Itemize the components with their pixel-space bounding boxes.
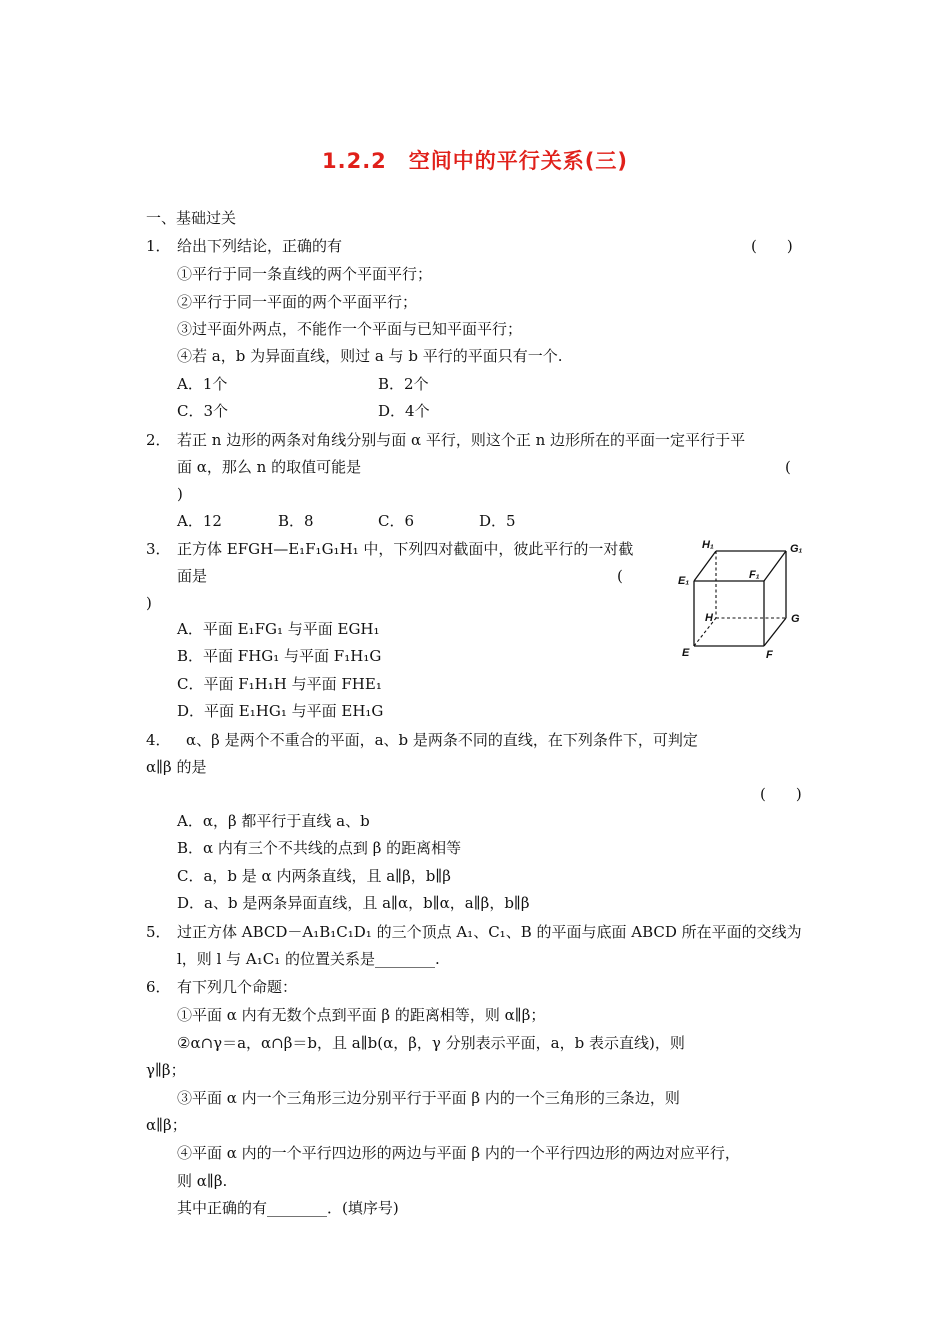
- q2-option-c: C．6: [378, 512, 415, 530]
- q2-number: 2．: [146, 431, 171, 449]
- q1-option-a: A．1个: [177, 375, 228, 393]
- q1-number: 1．: [146, 237, 171, 255]
- q6-line-3: γ∥β；: [146, 1061, 186, 1079]
- q3-line-2: 面是: [177, 567, 208, 585]
- q6-line-1: ①平面 α 内有无数个点到平面 β 的距离相等，则 α∥β；: [177, 1006, 546, 1024]
- page-title: 1.2.2 空间中的平行关系(三): [322, 149, 628, 173]
- q4-option-a: A．α，β 都平行于直线 a、b: [177, 812, 370, 830]
- label-h1: H₁: [702, 539, 714, 551]
- q6-line-8: 其中正确的有________．(填序号): [177, 1199, 399, 1217]
- q1-item-3: ③过平面外两点，不能作一个平面与已知平面平行；: [177, 320, 523, 338]
- q4-number: 4．: [146, 731, 171, 749]
- q3-option-c: C．平面 F₁H₁H 与平面 FHE₁: [177, 675, 382, 693]
- q3-option-a: A．平面 E₁FG₁ 与平面 EGH₁: [177, 620, 380, 638]
- q2-line-1: 若正 n 边形的两条对角线分别与面 α 平行，则这个正 n 边形所在的平面一定平行于平: [177, 431, 746, 449]
- label-g1: G₁: [790, 543, 803, 555]
- edge-fg: [764, 618, 786, 646]
- q1-item-4: ④若 a，b 为异面直线，则过 a 与 b 平行的平面只有一个.: [177, 347, 563, 365]
- q1-stem: 给出下列结论，正确的有: [177, 237, 343, 255]
- q4-option-c: C．a，b 是 α 内两条直线，且 a∥β，b∥β: [177, 867, 451, 885]
- section-heading: 一、基础过关: [146, 209, 237, 227]
- q1-item-1: ①平行于同一条直线的两个平面平行；: [177, 265, 433, 283]
- q6-line-5: α∥β；: [146, 1116, 187, 1134]
- q2-line-2: 面 α，那么 n 的取值可能是: [177, 458, 362, 476]
- label-e: E: [682, 647, 690, 659]
- q1-option-b: B．2个: [378, 375, 429, 393]
- q4-answer-paren: ( ): [760, 785, 802, 803]
- label-f1: F₁: [749, 569, 760, 581]
- q4-line-1: α、β 是两个不重合的平面，a、b 是两条不同的直线，在下列条件下，可判定: [186, 731, 698, 749]
- q1-option-d: D．4个: [378, 402, 430, 420]
- q5-line-1: 过正方体 ABCD－A₁B₁C₁D₁ 的三个顶点 A₁、C₁、B 的平面与底面 ABCD 所在平面的交线为: [177, 923, 802, 941]
- q6-line-7: 则 α∥β.: [177, 1172, 228, 1190]
- q4-option-b: B．α 内有三个不共线的点到 β 的距离相等: [177, 839, 462, 857]
- q2-paren-open: (: [785, 458, 791, 476]
- label-f: F: [766, 649, 773, 661]
- q5-line-2: l，则 l 与 A₁C₁ 的位置关系是________.: [177, 950, 440, 968]
- q6-line-2: ②α∩γ＝a，α∩β＝b，且 a∥b(α，β，γ 分别表示平面，a，b 表示直线)，则: [177, 1034, 685, 1052]
- label-g: G: [791, 613, 800, 625]
- q5-number: 5．: [146, 923, 171, 941]
- q1-option-c: C．3个: [177, 402, 229, 420]
- q3-number: 3．: [146, 540, 171, 558]
- label-e1: E₁: [678, 575, 690, 587]
- q2-paren-close: ): [177, 485, 183, 503]
- q3-paren-close: ): [146, 594, 152, 612]
- edge-e1h1: [694, 551, 716, 581]
- edge-f1g1: [764, 551, 786, 581]
- q4-option-d: D．a、b 是两条异面直线，且 a∥α，b∥α，a∥β，b∥β: [177, 894, 530, 912]
- q3-option-b: B．平面 FHG₁ 与平面 F₁H₁G: [177, 647, 382, 665]
- cube-diagram: [672, 536, 812, 662]
- q6-line-6: ④平面 α 内的一个平行四边形的两边与平面 β 内的一个平行四边形的两边对应平行，: [177, 1144, 740, 1162]
- q6-stem: 有下列几个命题：: [177, 978, 298, 996]
- q4-line-2: α∥β 的是: [146, 758, 207, 776]
- q3-paren-open: (: [617, 567, 623, 585]
- q2-option-b: B．8: [278, 512, 314, 530]
- q3-line-1: 正方体 EFGH—E₁F₁G₁H₁ 中，下列四对截面中，彼此平行的一对截: [177, 540, 634, 558]
- cube-figure: [672, 536, 812, 662]
- q2-option-a: A．12: [177, 512, 222, 530]
- q3-option-d: D．平面 E₁HG₁ 与平面 EH₁G: [177, 702, 384, 720]
- q1-item-2: ②平行于同一平面的两个平面平行；: [177, 293, 418, 311]
- q6-line-4: ③平面 α 内一个三角形三边分别平行于平面 β 内的一个三角形的三条边，则: [177, 1089, 680, 1107]
- q2-option-d: D．5: [479, 512, 516, 530]
- q6-number: 6．: [146, 978, 171, 996]
- label-h: H: [705, 612, 713, 624]
- q1-answer-paren: ( ): [751, 237, 793, 255]
